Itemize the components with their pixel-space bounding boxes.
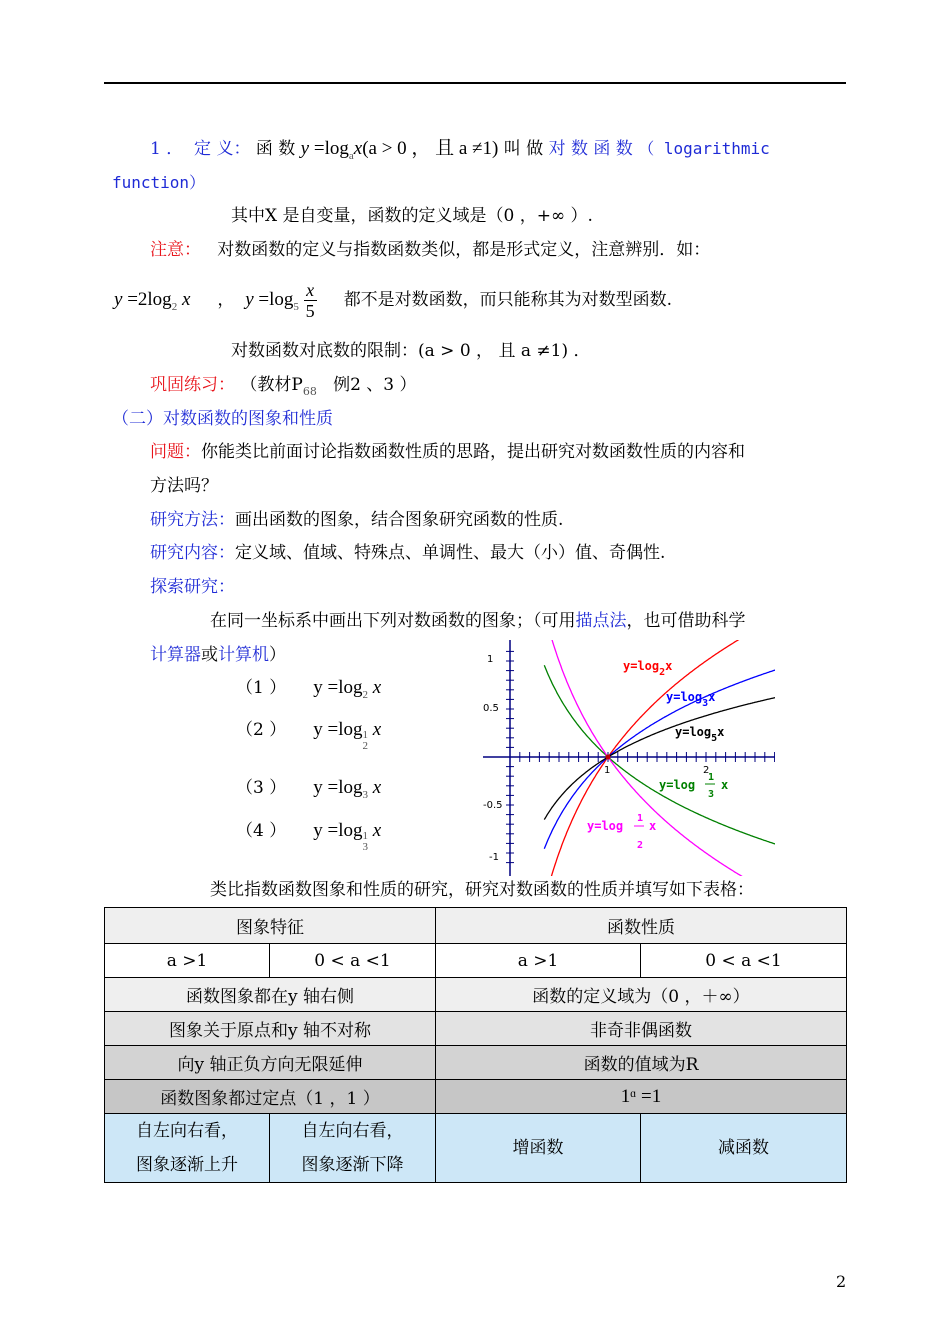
label-log2: $y=\log_2x$ (623, 659, 673, 678)
definition-line (150, 137, 770, 168)
svg-text:3: 3 (708, 789, 715, 800)
function-item-2: （2 ） y =log 1 2 x (236, 719, 382, 752)
draw-instruction-2: 计算器或计算机） (150, 645, 286, 665)
explore-label: 探索研究： (150, 577, 235, 597)
label-log3: $y=\log_3x$ (666, 690, 716, 709)
notice-line (150, 238, 710, 262)
definition-text-a: 函 数 (255, 139, 296, 159)
english-term-end: function） (112, 173, 206, 192)
sub-a-lt-1-prop: 0 < a <1 (641, 944, 847, 978)
table-cell: 自左向右看， 图象逐渐下降 (270, 1114, 436, 1183)
svg-text:1: 1 (637, 813, 644, 824)
section2-title: （二）对数函数的图象和性质 (112, 409, 333, 429)
method-label: 研究方法： (150, 510, 235, 530)
header-graph-features: 图象特征 (105, 908, 436, 944)
link-plotting-method: 描点法 (575, 611, 627, 631)
table-cell: 函数图象都过定点（1 ，1 ） (105, 1080, 436, 1114)
x-tick-2: 2 (703, 765, 710, 776)
definition-text-b: 叫 做 (503, 139, 544, 159)
method-line: 研究方法：画出函数的图象，结合图象研究函数的性质. (150, 510, 564, 530)
domain-line: 其中X 是自变量，函数的定义域是（0 ，+∞ ）. (231, 206, 593, 226)
example-2log2x: $y =2\log_2$ x (114, 289, 191, 313)
example-log5-x-over-5: $y =\log_5$ $\frac{x}{5}$ (245, 280, 315, 322)
english-term: （ logarithmic (638, 139, 770, 158)
label-log5: $y=\log_5x$ (675, 725, 725, 744)
log-function-graph (483, 640, 775, 876)
curve-log-one-half (551, 640, 748, 876)
content-line: 研究内容：定义域、值域、特殊点、单调性、最大（小）值、奇偶性. (150, 543, 666, 563)
sub-a-lt-1: 0 < a <1 (270, 944, 436, 978)
svg-text:x: x (721, 778, 729, 792)
page-number: 2 (836, 1272, 847, 1291)
svg-text:y=log: y=log (587, 819, 624, 833)
term-logarithmic-function: 对 数 函 数 (548, 139, 633, 159)
label-log-one-half (587, 813, 656, 851)
function-item-4: （4 ） y =log 1 3 x (236, 820, 382, 853)
notice-examples: $y =2\log_2$ x ， $y =\log_5$ $\frac{x}{5}$ 都不是对数函数，而只能称其为对数型函数. (114, 280, 673, 322)
practice-line: 巩固练习： （教材$P_{68}$ 例2 、3 ） (150, 375, 417, 398)
practice-label: 巩固练习： (150, 375, 235, 395)
question-line-2: 方法吗？ (150, 476, 218, 496)
question-line: 问题：你能类比前面讨论指数函数性质的思路，提出研究对数函数性质的内容和 (150, 442, 745, 462)
question-label: 问题： (150, 442, 201, 462)
y-tick-minus-0.5: -0.5 (483, 800, 503, 811)
section-number: 1 ． (150, 139, 184, 159)
table-cell: 图象关于原点和y 轴不对称 (105, 1012, 436, 1046)
sub-a-gt-1: a >1 (105, 944, 270, 978)
definition-label: 定 义： (194, 139, 251, 159)
table-cell: 函数图象都在y 轴右侧 (105, 978, 436, 1012)
notice-text: 对数函数的定义与指数函数类似，都是形式定义，注意辨别．如： (217, 240, 711, 260)
notice-label: 注意： (150, 240, 201, 260)
definition-formula: $y =\log_ax(a > 0$ ， 且 a ≠1) (300, 138, 499, 162)
svg-text:1: 1 (708, 772, 715, 783)
table-cell: 函数的定义域为（0 ，＋∞） (436, 978, 847, 1012)
content-label: 研究内容： (150, 543, 235, 563)
table-cell: 向y 轴正负方向无限延伸 (105, 1046, 436, 1080)
header-rule (104, 82, 846, 84)
notice-text-2: 都不是对数函数，而只能称其为对数型函数. (343, 290, 673, 310)
sub-a-gt-1-prop: a >1 (436, 944, 641, 978)
svg-text:y=log: y=log (659, 778, 696, 792)
draw-instruction: 在同一坐标系中画出下列对数函数的图象；（可用描点法，也可借助科学 (210, 611, 746, 631)
y-tick-minus-1: -1 (489, 852, 499, 863)
table-cell: 自左向右看， 图象逐渐上升 (105, 1114, 270, 1183)
function-item-1: （1 ） $y =\log_2$ x (236, 677, 382, 701)
properties-table (104, 907, 847, 1183)
fixed-point (606, 755, 611, 760)
table-cell: 函数的值域为R (436, 1046, 847, 1080)
table-cell: 1ᵅ =1 (436, 1080, 847, 1114)
link-computer: 计算机 (218, 645, 269, 665)
link-calculator: 计算器 (150, 645, 201, 665)
function-item-3: （3 ） $y =\log_3$ x (236, 777, 382, 801)
table-cell: 减函数 (641, 1114, 847, 1183)
curve-log2 (551, 640, 746, 876)
table-intro: 类比指数函数图象和性质的研究，研究对数函数的性质并填写如下表格： (210, 880, 754, 900)
header-function-properties: 函数性质 (436, 908, 847, 944)
y-tick-0.5: 0.5 (483, 703, 499, 714)
table-cell: 增函数 (436, 1114, 641, 1183)
restriction-line: 对数函数对底数的限制：(a > 0 ， 且 a ≠1) ． (231, 341, 591, 361)
x-tick-1: 1 (604, 765, 611, 776)
svg-text:x: x (649, 819, 657, 833)
svg-text:2: 2 (637, 840, 644, 851)
y-tick-1: 1 (487, 654, 494, 665)
table-cell: 非奇非偶函数 (436, 1012, 847, 1046)
label-log-one-third (659, 772, 728, 800)
